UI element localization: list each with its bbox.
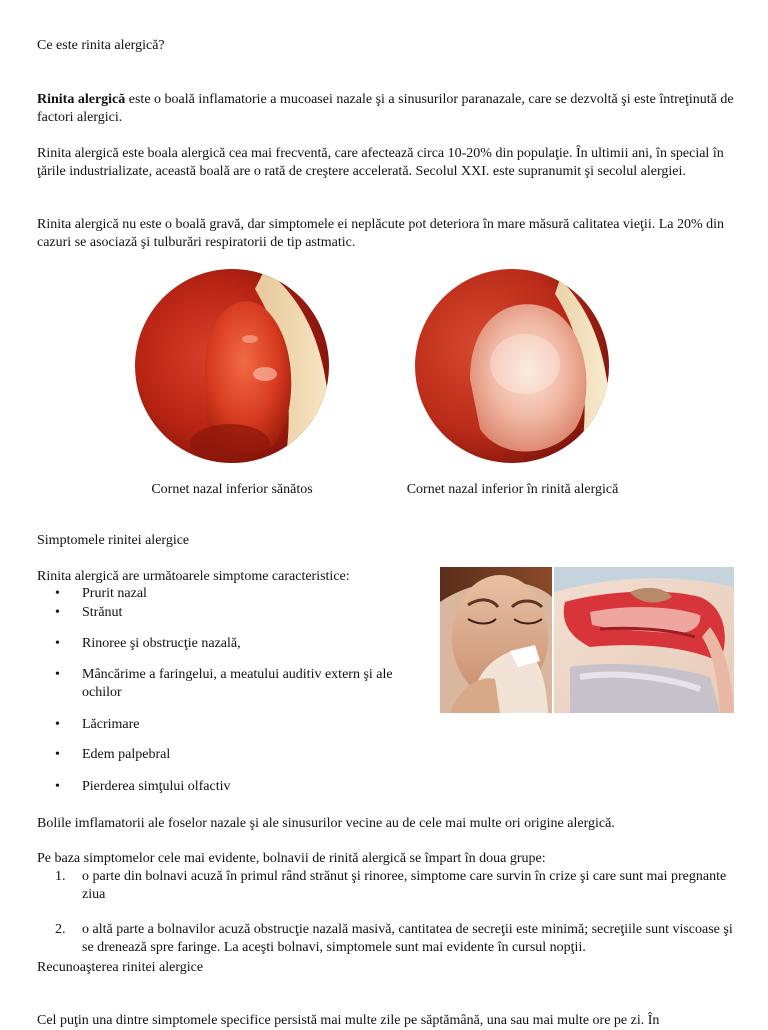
document-title: Ce este rinita alergică? <box>37 38 165 53</box>
intro-bold-term: Rinita alergică <box>37 92 126 107</box>
inflammatory-paragraph: Bolile imflamatorii ale foselor nazale şi ale sinusurilor vecine au de cele mai multe ori origine alergică. <box>37 816 615 831</box>
symptoms-intro: Rinita alergică are următoarele simptome caracteristice: <box>37 569 350 584</box>
intro-paragraph <box>37 91 737 127</box>
healthy-caption: Cornet nazal inferior sănătos <box>151 482 313 497</box>
recognition-heading: Recunoaşterea rinitei alergice <box>37 960 204 975</box>
recognition-paragraph: Cel puţin una dintre simptomele specifice persistă mai multe zile pe săptămână, una sau mai multe ore pe zi. În <box>37 1013 660 1028</box>
document-page: Ce este rinita alergică? Rinita alergică este o boală inflamatorie a mucoasei nazale şi a sinusurilor paranazale, care se dezvoltă şi este întreţinută de factori alergici. Rinita alergică este boala alergică cea mai frecventă, care afectează circa 10-20% din populaţie. În ultimii ani, în special în ţările industrializate, această boală are o rată de creştere accelerată. Secolul XXI. este supranumit şi secolul alergiei. Rinita alergică nu este o boală gravă, dar simptomele ei neplăcute pot deteriora în mare măsură calitatea vieţii. La 20% din cazuri se asociază şi tulburări respiratorii de tip astmatic. Cornet nazal inferior sănătos Cornet nazal inferior în rinită alergică Simptomele rinitei alergice Rinita alergică are următoarele simptome caracteristice: • Prurit nazal • Strănut • Rinoree şi obstrucţie nazală, • Mâncărime a faringelui, a meatului auditiv extern şi ale ochilor • Lăcrimare • Edem palpebral • Pierderea simţului olfactiv Bolile imflamatorii ale foselor nazale şi ale sinusurilor vecine au de cele mai multe ori origine alergică. Pe baza simptomelor cele mai evidente, bolnavii de rinită alergică se împart în doua grupe: 1. o parte din bolnavi acuză în primul rând strănut şi rinoree, simptome care survin în crize şi care sunt mai pregnante ziua 2. o altă parte a bolnavilor acuză obstrucţie nazală masivă, cantitatea de secreţii este minimă; secreţiile sunt viscoase şi se drenează spre faringe. La aceşti bolnavi, simptomele sunt mai evidente în cursul nopţii. Recunoaşterea rinitei alergice Cel puţin una dintre simptomele specifice persistă mai multe zile pe săptămână, una sau mai multe ore pe zi. În <box>0 0 768 1024</box>
frequency-paragraph: Rinita alergică este boala alergică cea mai frecventă, care afectează circa 10-20% din populaţie. În ultimii ani, în special în ţările industrializate, această boală are o rată de creştere accelerată. Secolul XXI. este supranumit şi secolul alergiei. <box>37 146 724 179</box>
symptoms-heading: Simptomele rinitei alergice <box>37 533 190 548</box>
sneezing-anatomy-image <box>440 567 734 713</box>
allergic-turbinate-photo <box>415 269 609 463</box>
groups-intro: Pe baza simptomelor cele mai evidente, bolnavii de rinită alergică se împart în doua grupe: <box>37 851 546 866</box>
intro-rest: este o boală inflamatorie a mucoasei nazale şi a sinusurilor paranazale, care se dezvoltă şi este întreţinută de factori alergici. <box>37 92 734 125</box>
severity-paragraph: Rinita alergică nu este o boală gravă, dar simptomele ei neplăcute pot deteriora în mare măsură calitatea vieţii. La 20% din cazuri se asociază şi tulburări respiratorii de tip astmatic. <box>37 217 725 250</box>
allergic-caption: Cornet nazal inferior în rinită alergică <box>406 482 619 497</box>
healthy-turbinate-photo <box>135 269 329 463</box>
